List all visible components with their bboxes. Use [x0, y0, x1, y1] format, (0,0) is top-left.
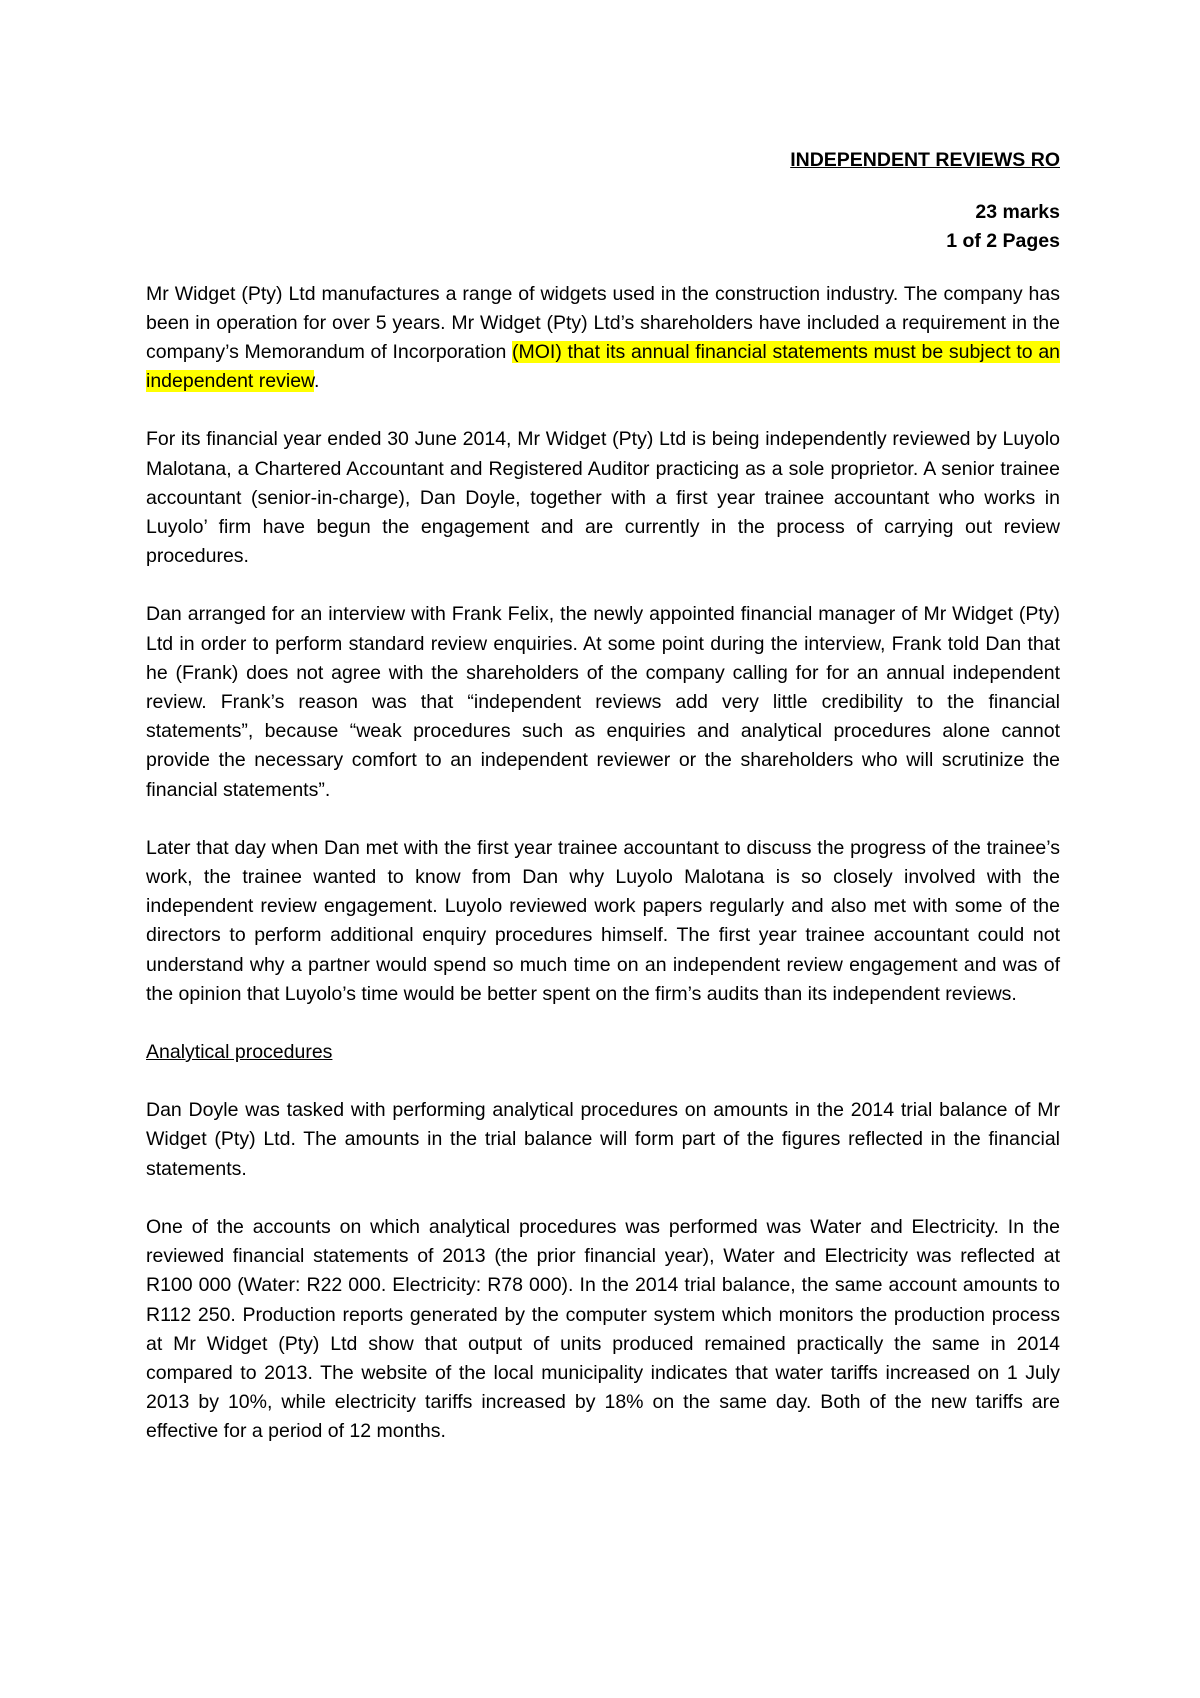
- paragraph-water-electricity: One of the accounts on which analytical procedures was performed was Water and Electricity. In the reviewed financial statements of 2013 (the prior financial year), Water and Electricity was reflected at R100 000 (Water: R22 000. Electricity: R78 000). In the 2014 trial balance, the same account amounts to R112 250. Production reports generated by the computer system which monitors the production process at Mr Widget (Pty) Ltd show that output of units produced remained practically the same in 2014 compared to 2013. The website of the local municipality indicates that water tariffs increased on 1 July 2013 by 10%, while electricity tariffs increased by 18% on the same day. Both of the new tariffs are effective for a period of 12 months.: [146, 1215, 1060, 1443]
- paragraph-intro-end: .: [314, 370, 320, 393]
- section-heading: Analytical procedures: [146, 1041, 333, 1064]
- highlighted-text: (MOI) that its annual financial statements must be subject to an independent review: [146, 341, 1061, 393]
- paragraph-engagement: For its financial year ended 30 June 2014, Mr Widget (Pty) Ltd is being independently reviewed by Luyolo Malotana, a Chartered Accountant and Registered Auditor practicing as a sole proprietor. A senior trainee accountant (senior-in-charge), Dan Doyle, together with a first year trainee accountant who works in Luyolo’ firm have begun the engagement and are currently in the process of carrying out review procedures.: [146, 428, 1060, 568]
- marks-label: 23 marks: [975, 201, 1060, 224]
- page-count: 1 of 2 Pages: [946, 230, 1060, 253]
- paragraph-analytical: Dan Doyle was tasked with performing analytical procedures on amounts in the 2014 trial balance of Mr Widget (Pty) Ltd. The amounts in the trial balance will form part of the figures reflected in the financial statements.: [146, 1099, 1060, 1180]
- paragraph-trainee: Later that day when Dan met with the first year trainee accountant to discuss the progress of the trainee’s work, the trainee wanted to know from Dan why Luyolo Malotana is so closely involved with the independent review engagement. Luyolo reviewed work papers regularly and also met with some of the directors to perform additional enquiry procedures himself. The first year trainee accountant could not understand why a partner would spend so much time on an independent review engagement and was of the opinion that Luyolo’s time would be better spent on the firm’s audits than its independent reviews.: [146, 836, 1060, 1005]
- document-body: [146, 146, 1060, 1476]
- paragraph-intro-text: Mr Widget (Pty) Ltd manufactures a range of widgets used in the construction industry. The company has been in operation for over 5 years. Mr Widget (Pty) Ltd’s shareholders have included a requirement in the company’s Memorandum of Incorporation: [146, 282, 1060, 364]
- paragraph-intro: [146, 280, 1060, 397]
- document-title: INDEPENDENT REVIEWS RO: [790, 149, 1060, 171]
- paragraph-interview: Dan arranged for an interview with Frank Felix, the newly appointed financial manager of Mr Widget (Pty) Ltd in order to perform standard review enquiries. At some point during the interview, Frank told Dan that he (Frank) does not agree with the shareholders of the company calling for for an annual independent review. Frank’s reason was that “independent reviews add very little credibility to the financial statements”, because “weak procedures such as enquiries and analytical procedures alone cannot provide the necessary comfort to an independent reviewer or the shareholders who will scrutinize the financial statements”.: [146, 603, 1060, 801]
